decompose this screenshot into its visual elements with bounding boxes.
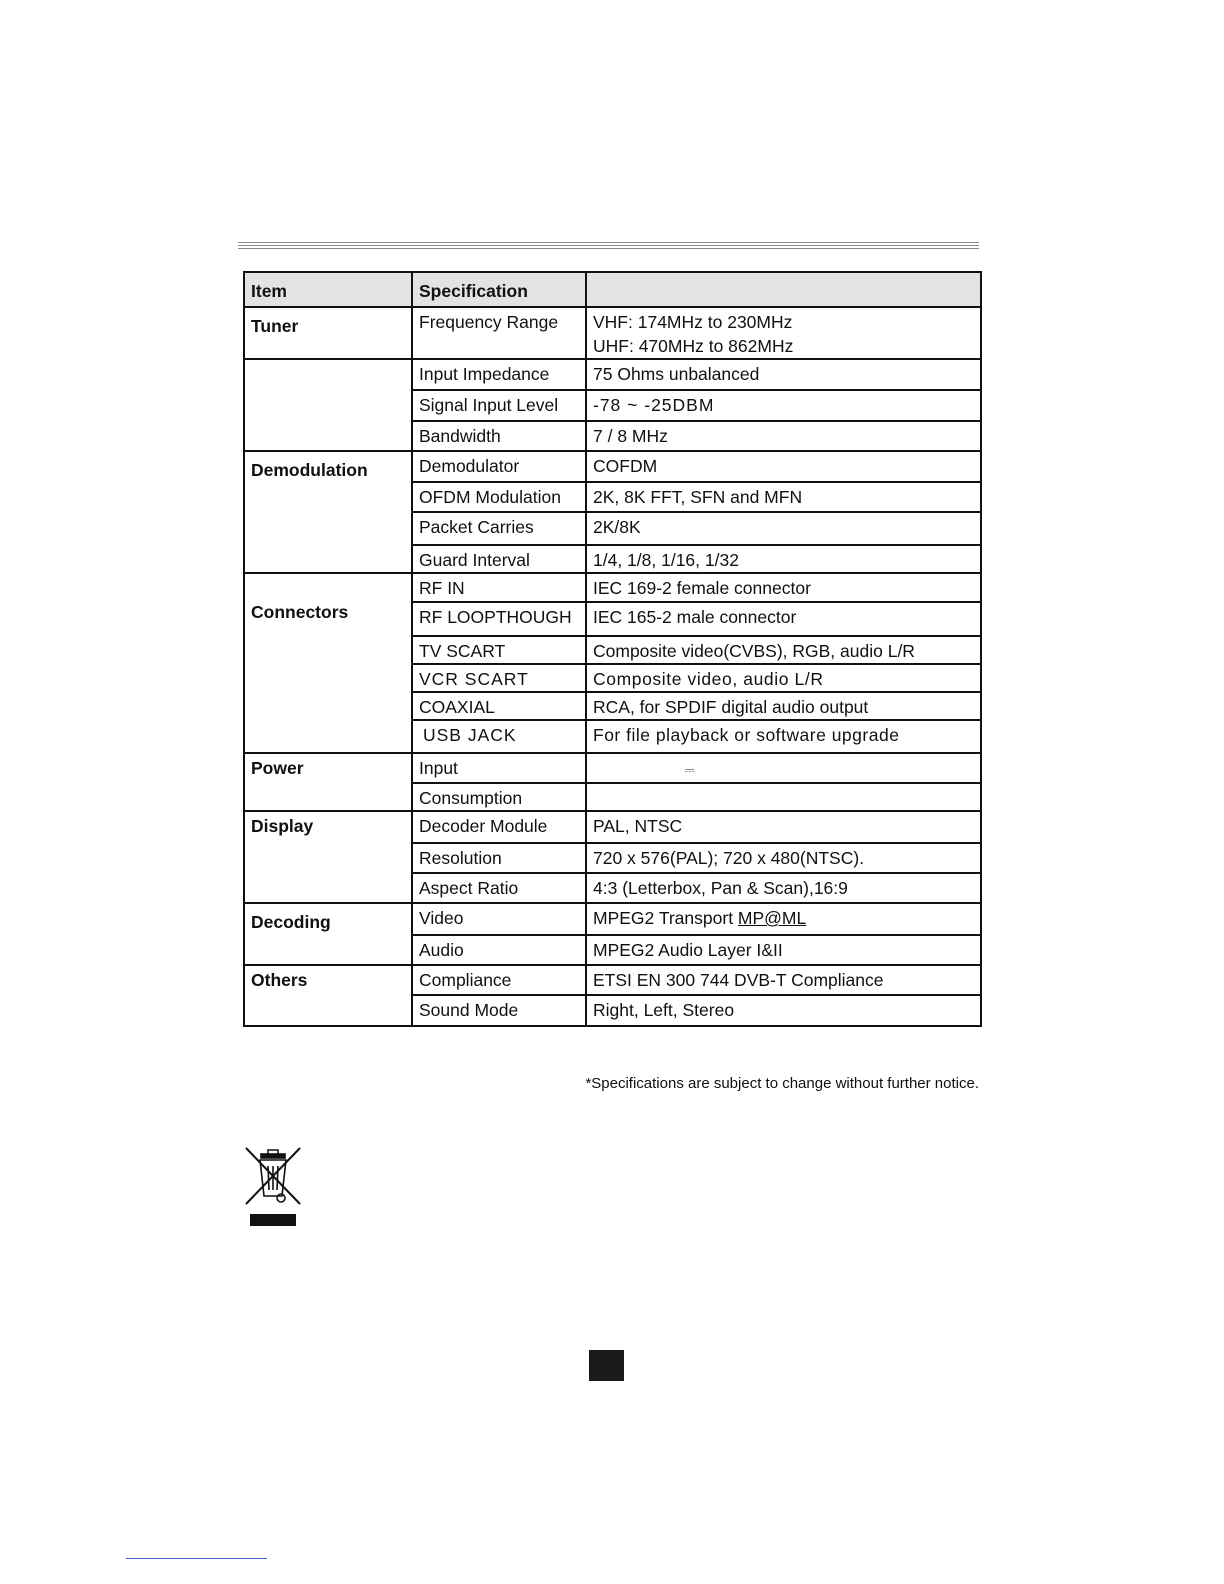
table-row xyxy=(244,753,981,783)
spec-value-line: UHF: 470MHz to 862MHz xyxy=(593,336,794,356)
table-row xyxy=(244,811,981,843)
spec-value xyxy=(586,783,981,811)
spec-value-text: MPEG2 Transport xyxy=(593,908,738,928)
spec-value: For file playback or software upgrade xyxy=(586,720,981,753)
spec-name: Input xyxy=(412,753,586,783)
table-header-row xyxy=(244,272,981,307)
spec-name: Resolution xyxy=(412,843,586,873)
spec-name: Demodulator xyxy=(412,451,586,482)
table-row xyxy=(244,573,981,602)
group-label-power: Power xyxy=(244,753,412,811)
header-specification: Specification xyxy=(412,272,586,307)
spec-value: 4:3 (Letterbox, Pan & Scan),16:9 xyxy=(586,873,981,903)
spec-name: USB JACK xyxy=(412,720,586,753)
spec-value: ETSI EN 300 744 DVB-T Compliance xyxy=(586,965,981,995)
spec-value: 720 x 576(PAL); 720 x 480(NTSC). xyxy=(586,843,981,873)
spec-value: MPEG2 Audio Layer I&II xyxy=(586,935,981,965)
crossed-out-wheelie-bin-icon xyxy=(244,1144,302,1228)
spec-name: Sound Mode xyxy=(412,995,586,1026)
spec-value: IEC 169-2 female connector xyxy=(586,573,981,602)
spec-value: -78 ~ -25DBM xyxy=(586,390,981,421)
spec-value: 1/4, 1/8, 1/16, 1/32 xyxy=(586,545,981,573)
group-label-display: Display xyxy=(244,811,412,903)
spec-value: 2K/8K xyxy=(586,512,981,545)
spec-value: 7 / 8 MHz xyxy=(586,421,981,451)
spec-value: IEC 165-2 male connector xyxy=(586,602,981,636)
group-label-others: Others xyxy=(244,965,412,1026)
spec-value: Composite video(CVBS), RGB, audio L/R xyxy=(586,636,981,664)
spec-name: OFDM Modulation xyxy=(412,482,586,512)
group-label-empty xyxy=(244,359,412,451)
spec-name: Video xyxy=(412,903,586,935)
group-label-demodulation: Demodulation xyxy=(244,451,412,573)
table-row xyxy=(244,359,981,390)
spec-change-notice: *Specifications are subject to change without further notice. xyxy=(585,1075,979,1092)
spec-value xyxy=(586,903,981,935)
header-value xyxy=(586,272,981,307)
dc-symbol-icon: ⎓ xyxy=(685,763,694,777)
spec-value: COFDM xyxy=(586,451,981,482)
spec-name: VCR SCART xyxy=(412,664,586,692)
spec-name: Decoder Module xyxy=(412,811,586,843)
spec-name: Aspect Ratio xyxy=(412,873,586,903)
spec-name: TV SCART xyxy=(412,636,586,664)
group-label-decoding: Decoding xyxy=(244,903,412,965)
spec-name: Input Impedance xyxy=(412,359,586,390)
spec-value: RCA, for SPDIF digital audio output xyxy=(586,692,981,720)
spec-name: RF LOOPTHOUGH xyxy=(412,602,586,636)
table-row xyxy=(244,451,981,482)
spec-name: Audio xyxy=(412,935,586,965)
table-row xyxy=(244,965,981,995)
group-label-text: Connectors xyxy=(251,602,349,622)
spec-name: Consumption xyxy=(412,783,586,811)
header-item: Item xyxy=(244,272,412,307)
spec-name: Signal Input Level xyxy=(412,390,586,421)
spec-value: 75 Ohms unbalanced xyxy=(586,359,981,390)
spec-value: Composite video, audio L/R xyxy=(586,664,981,692)
spec-name: Compliance xyxy=(412,965,586,995)
spec-name: RF IN xyxy=(412,573,586,602)
spec-name: Packet Carries xyxy=(412,512,586,545)
specification-table xyxy=(243,271,982,1027)
table-row xyxy=(244,307,981,359)
group-label-connectors xyxy=(244,573,412,753)
spec-value: Right, Left, Stereo xyxy=(586,995,981,1026)
page-number-box xyxy=(589,1350,624,1381)
spec-value-underlined: MP@ML xyxy=(737,908,807,928)
spec-name: Frequency Range xyxy=(412,307,586,359)
header-rule xyxy=(238,242,979,251)
spec-name: Bandwidth xyxy=(412,421,586,451)
group-label-tuner: Tuner xyxy=(244,307,412,359)
spec-name: Guard Interval xyxy=(412,545,586,573)
table-row xyxy=(244,903,981,935)
spec-name: COAXIAL xyxy=(412,692,586,720)
spec-value: 2K, 8K FFT, SFN and MFN xyxy=(586,482,981,512)
spec-value: PAL, NTSC xyxy=(586,811,981,843)
spec-value xyxy=(586,307,981,359)
spec-value-line: VHF: 174MHz to 230MHz xyxy=(593,312,793,332)
bottom-link-underline xyxy=(126,1558,267,1559)
spec-value xyxy=(586,753,981,783)
